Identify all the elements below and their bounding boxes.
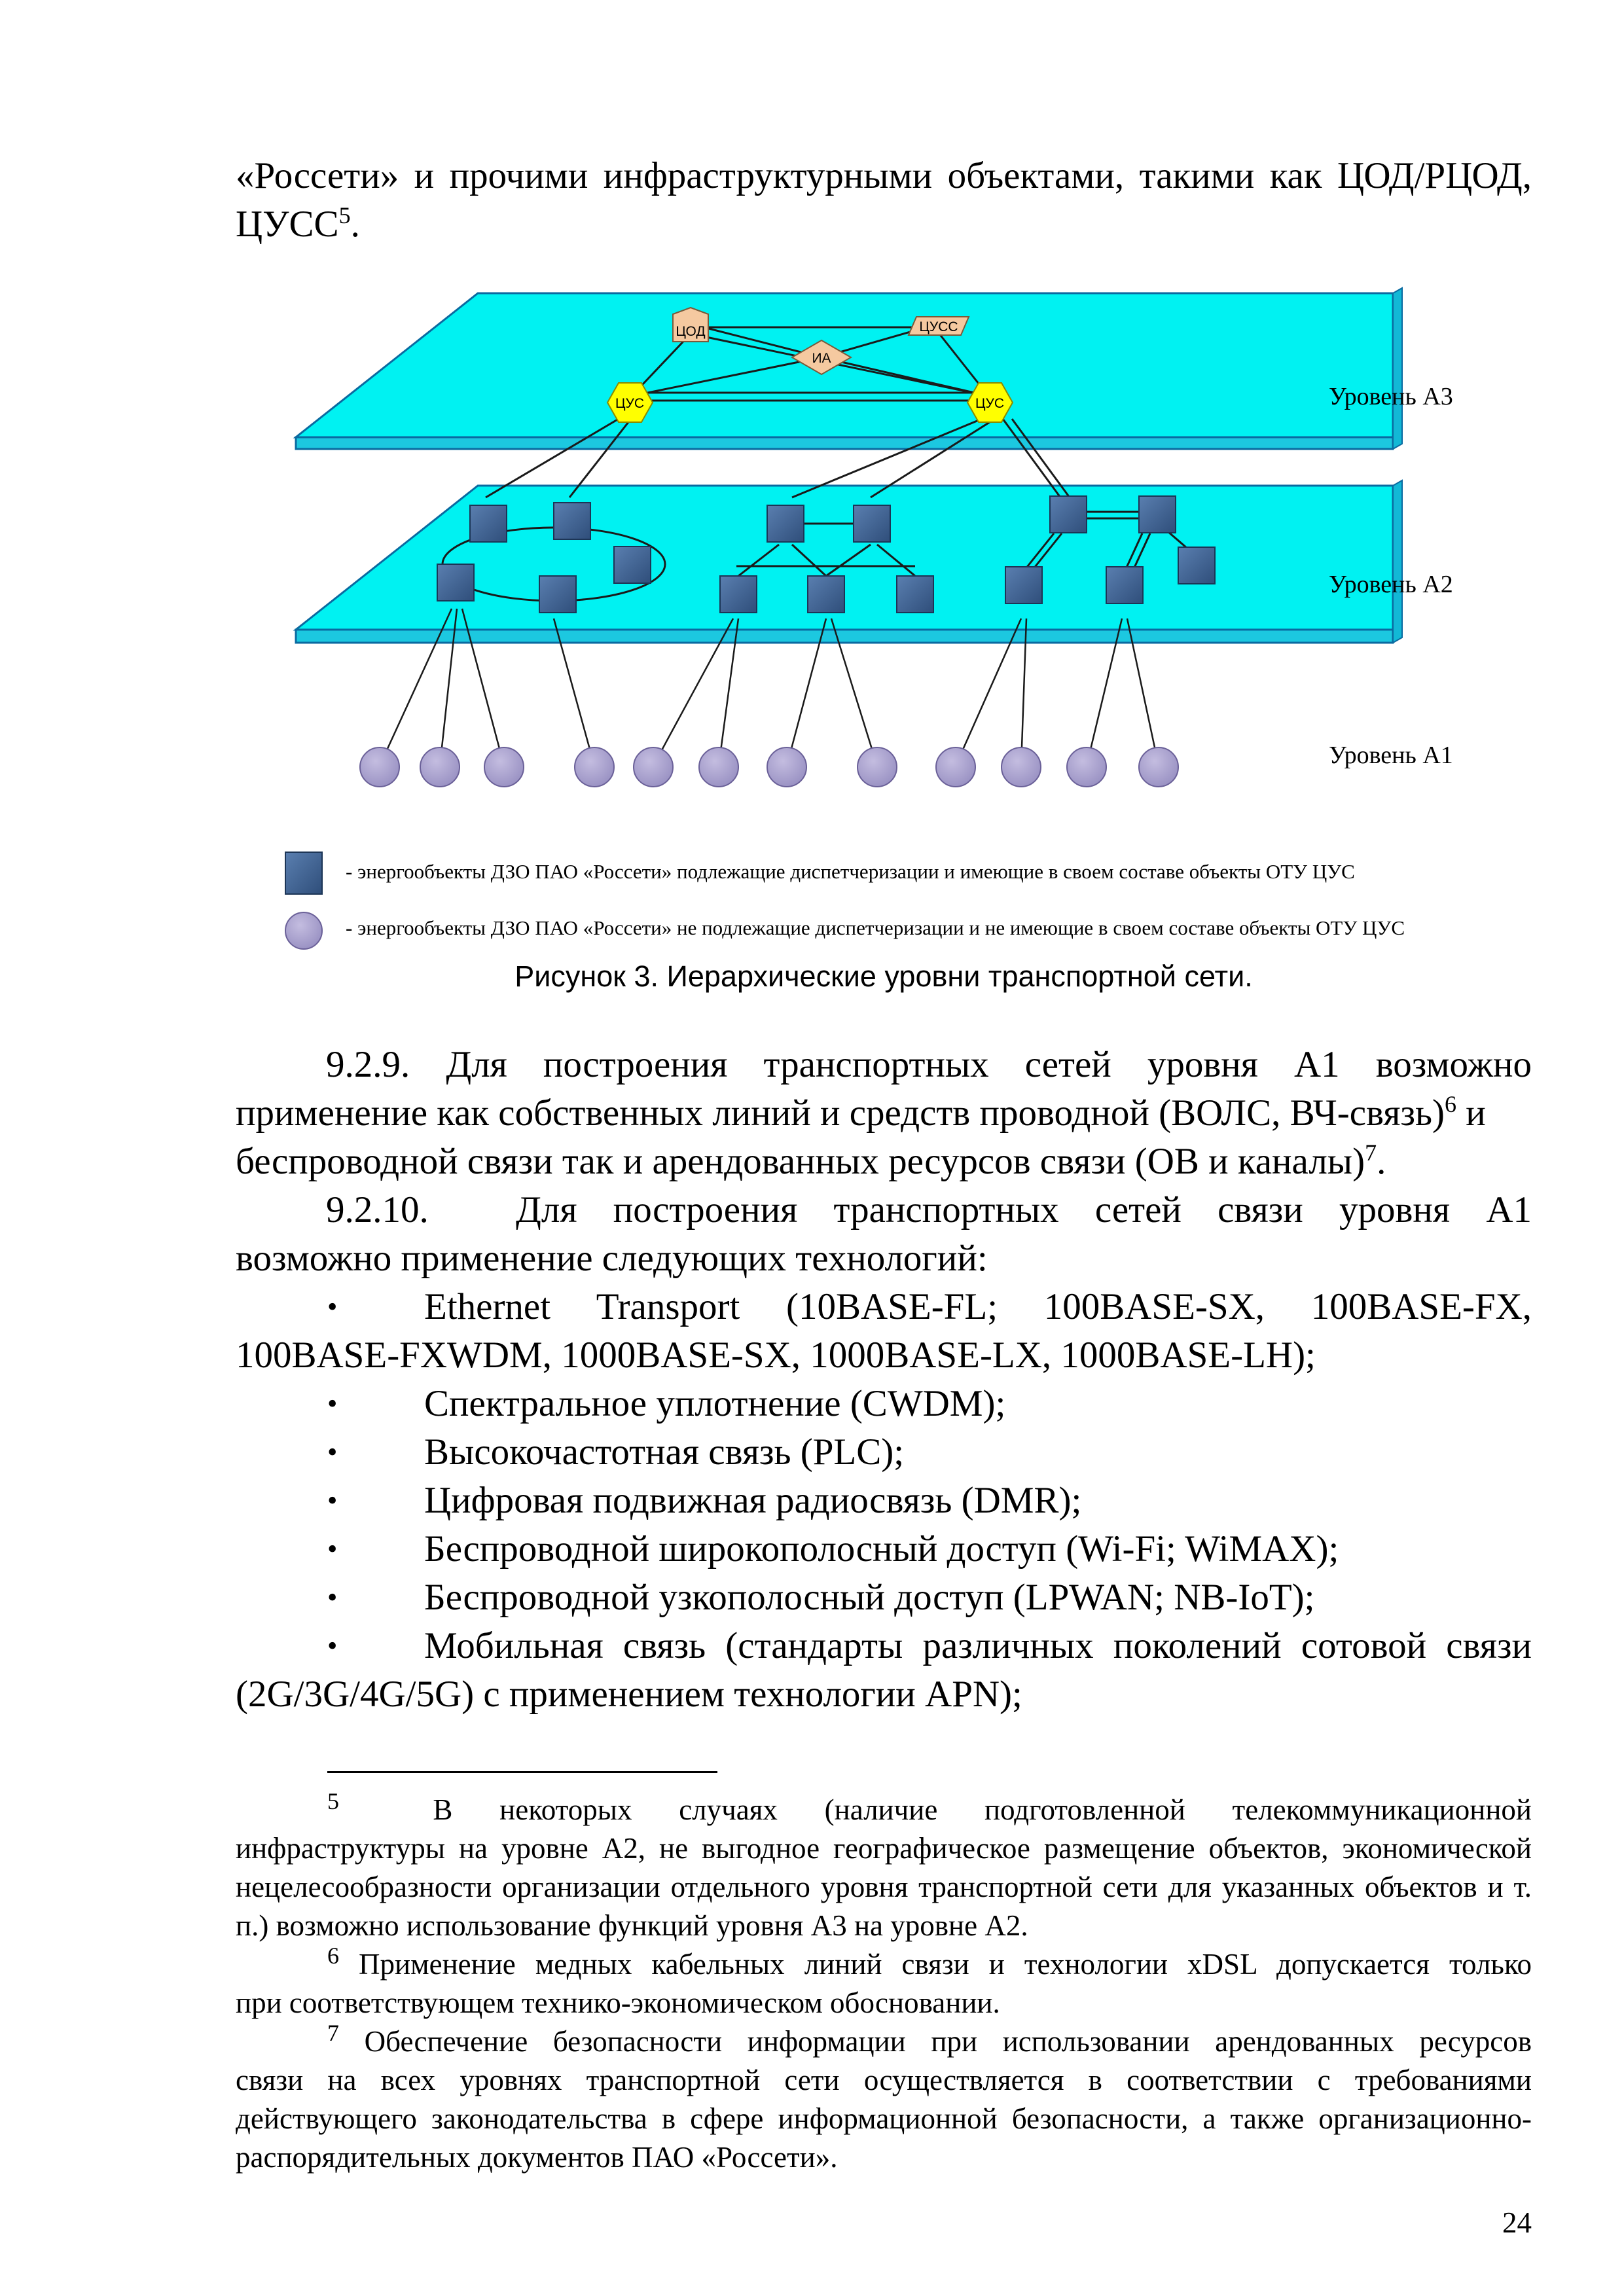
list-item: • Беспроводной узкополосный доступ (LPWAN; NB-IoT); xyxy=(327,1577,1315,1618)
figure-caption: Рисунок 3. Иерархические уровни транспортной сети. xyxy=(514,960,1253,993)
footnotes xyxy=(236,1788,1532,2177)
circle-node xyxy=(575,747,614,787)
square-node xyxy=(720,576,757,613)
plane-a2 xyxy=(296,480,1402,643)
circle-node xyxy=(857,747,897,787)
square-node xyxy=(1050,496,1087,533)
square-node xyxy=(470,505,507,542)
circle-node xyxy=(767,747,806,787)
list-item-continuation: (2G/3G/4G/5G) с применением технологии APN); xyxy=(236,1674,1022,1715)
footnote-separator xyxy=(327,1771,717,1773)
page-number: 24 xyxy=(1502,2206,1532,2239)
square-node xyxy=(614,547,651,583)
footnote-5: $^5$ В некоторых случаях (наличие подготовленной телекоммуникационной инфраструктуры на уровне А2, не выгодное географическое размещение объектов, экономической нецелесообразности организации отдельного уровня транспортной сети для указанных объектов и т. п.) возможно использование функций уровня А3 на уровне А2. xyxy=(236,1788,1532,1942)
footnote-6: $^6$ Применение медных кабельных линий связи и технологии xDSL допускается только при соответствующем технико-экономическом обосновании. xyxy=(236,1943,1532,2019)
square-node xyxy=(897,576,933,613)
square-node xyxy=(1005,567,1042,603)
section-9-2-10: 9.2.10. Для построения транспортных сетей связи уровня А1 возможно применение следующих технологий: xyxy=(236,1186,1532,1283)
list-item: • Мобильная связь (стандарты различных поколений сотовой связи xyxy=(327,1625,1532,1666)
circle-node xyxy=(420,747,460,787)
footnote-7: $^7$ Обеспечение безопасности информации при использовании арендованных ресурсов связи на всех уровнях транспортной сети осуществляется в соответствии с требованиями действующего законодательства в сфере информационной безопасности, а также организационно-распорядительных документов ПАО «Россети». xyxy=(236,2020,1532,2174)
svg-text:ЦУС: ЦУС xyxy=(975,396,1005,411)
list-item: • Цифровая подвижная радиосвязь (DMR); xyxy=(327,1480,1082,1521)
level-a2-label: Уровень А2 xyxy=(1329,571,1453,598)
list-item: • Высокочастотная связь (PLC); xyxy=(327,1431,905,1473)
square-node xyxy=(854,505,890,542)
circle-node xyxy=(1001,747,1041,787)
section-9-2-9: 9.2.9. Для построения транспортных сетей уровня А1 возможно применение как собственных линий и средств проводной (ВОЛС, ВЧ-связь)$^6$ и беспроводной связи так и арендованных ресурсов связи (ОВ и каналы)$^7$. xyxy=(236,1044,1532,1182)
list-item: • Беспроводной широкополосный доступ (Wi-Fi; WiMAX); xyxy=(327,1528,1339,1570)
square-node xyxy=(1106,567,1143,603)
circle-node xyxy=(1139,747,1178,787)
circle-node xyxy=(699,747,738,787)
circle-node xyxy=(936,747,975,787)
circle-node xyxy=(484,747,524,787)
square-node xyxy=(1139,496,1176,533)
square-node xyxy=(808,576,844,613)
top-text-line-1: «Россети» и прочими инфраструктурными объектами, такими как ЦОД/РЦОД, xyxy=(236,155,1532,196)
svg-text:ИА: ИА xyxy=(812,351,831,366)
square-node xyxy=(539,576,576,613)
bullet-list xyxy=(236,1283,1532,1719)
square-node xyxy=(437,564,474,601)
circle-node xyxy=(360,747,399,787)
square-node xyxy=(767,505,804,542)
legend-circle-marker xyxy=(285,912,322,949)
node-cuss xyxy=(909,317,969,335)
circle-node xyxy=(1067,747,1106,787)
list-item: • Ethernet Transport (10BASE-FL; 100BASE-SX, 100BASE-FX, xyxy=(327,1286,1532,1327)
legend-circle-text: - энергообъекты ДЗО ПАО «Россети» не подлежащие диспетчеризации и не имеющие в своем составе объекты ОТУ ЦУС xyxy=(346,916,1405,939)
level-a1-label: Уровень А1 xyxy=(1329,742,1453,769)
node-cod xyxy=(673,308,708,342)
a1-nodes xyxy=(360,747,1178,787)
circle-node xyxy=(634,747,673,787)
footnote-ref-7[interactable]: 7 xyxy=(1365,1139,1377,1166)
list-item: • Спектральное уплотнение (CWDM); xyxy=(327,1383,1006,1424)
top-text-line-2: ЦУСС$^5$. xyxy=(236,202,360,245)
section-number: 9.2.10. xyxy=(326,1189,429,1230)
legend-square-text: - энергообъекты ДЗО ПАО «Россети» подлежащие диспетчеризации и имеющие в своем составе объекты ОТУ ЦУС xyxy=(346,860,1355,883)
plane-a3 xyxy=(296,288,1402,449)
level-a3-label: Уровень А3 xyxy=(1329,383,1453,410)
section-number: 9.2.9. xyxy=(326,1044,410,1085)
footnote-ref-5[interactable]: 5 xyxy=(338,202,351,228)
svg-text:ЦОД: ЦОД xyxy=(676,324,706,339)
list-item-continuation: 100BASE-FXWDM, 1000BASE-SX, 1000BASE-LX, 1000BASE-LH); xyxy=(236,1335,1316,1376)
square-node xyxy=(1178,547,1215,584)
square-node xyxy=(554,503,590,539)
legend-square-marker xyxy=(285,852,322,894)
svg-text:ЦУС: ЦУС xyxy=(615,396,645,411)
svg-text:ЦУСС: ЦУСС xyxy=(919,319,958,334)
footnote-ref-6[interactable]: 6 xyxy=(1444,1091,1456,1117)
